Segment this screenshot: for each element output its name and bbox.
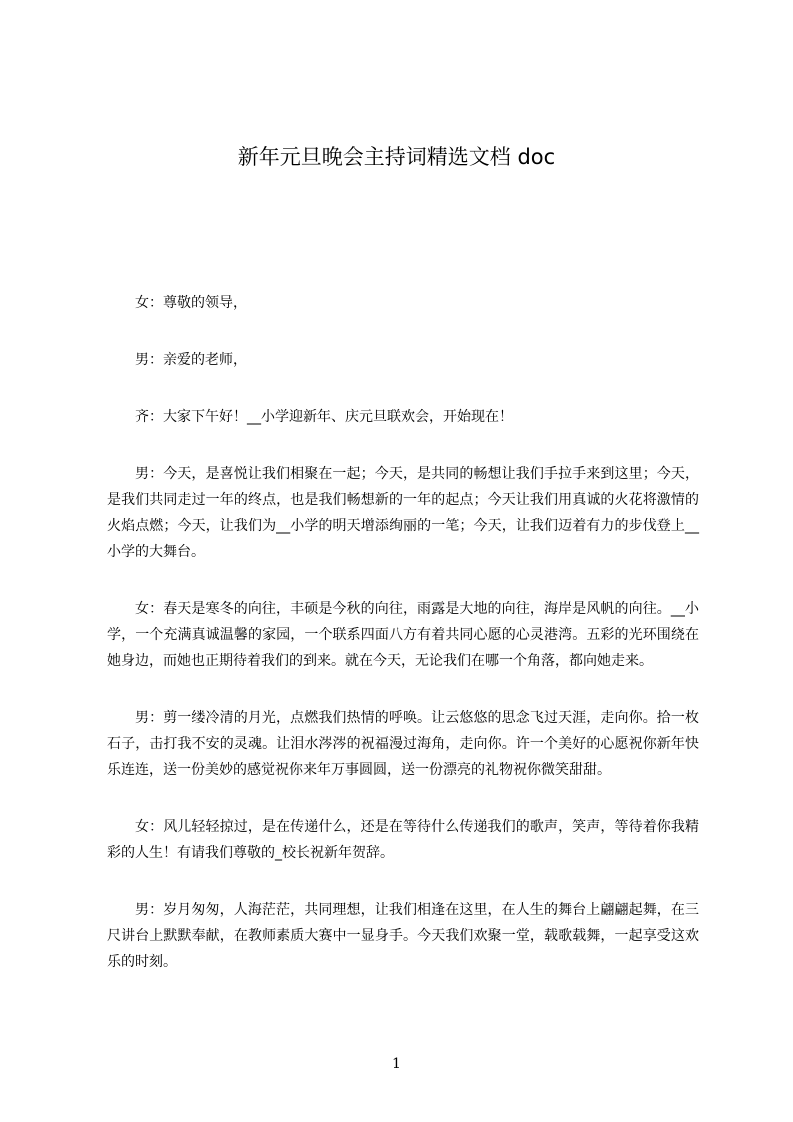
document-title: 新年元旦晚会主持词精选文档 doc [237, 145, 556, 169]
paragraph: 男：剪一缕冷清的月光，点燃我们热情的呼唤。让云悠悠的思念飞过天涯，走向你。拾一枚石子，击打我不安的灵魂。让泪水涔涔的祝福漫过海角，走向你。许一个美好的心愿祝你新年快乐连连，送一份美妙的感觉祝你来年万事圆圆，送一份漂亮的礼物祝你微笑甜甜。 [107, 710, 699, 778]
page-number: 1 [392, 1056, 401, 1072]
paragraph: 男：岁月匆匆，人海茫茫，共同理想，让我们相逢在这里，在人生的舞台上翩翩起舞，在三尺讲台上默默奉献，在教师素质大赛中一显身手。今天我们欢聚一堂，载歌载舞，一起享受这欢乐的时刻。 [107, 902, 699, 970]
paragraph: 女：春天是寒冬的向往，丰硕是今秋的向往，雨露是大地的向往，海岸是风帆的向往。__小学，一个充满真诚温馨的家园，一个联系四面八方有着共同心愿的心灵港湾。五彩的光环围绕在她身边，而她也正期待着我们的到来。就在今天，无论我们在哪一个角落，都向她走来。 [107, 601, 699, 669]
paragraph: 男：今天，是喜悦让我们相聚在一起；今天，是共同的畅想让我们手拉手来到这里；今天，是我们共同走过一年的终点，也是我们畅想新的一年的起点；今天让我们用真诚的火花将激情的火焰点燃；今天，让我们为__小学的明天增添绚丽的一笔；今天，让我们迈着有力的步伐登上__小学的大舞台。 [107, 466, 699, 560]
paragraph: 齐：大家下午好！__小学迎新年、庆元旦联欢会，开始现在！ [135, 409, 513, 425]
document-body [107, 290, 699, 1006]
paragraph: 男：亲爱的老师， [135, 352, 247, 368]
paragraph: 女：尊敬的领导， [135, 295, 247, 311]
paragraph: 女：风儿轻轻掠过，是在传递什么，还是在等待什么传递我们的歌声，笑声，等待着你我精彩的人生！有请我们尊敬的_校长祝新年贺辞。 [107, 819, 699, 861]
